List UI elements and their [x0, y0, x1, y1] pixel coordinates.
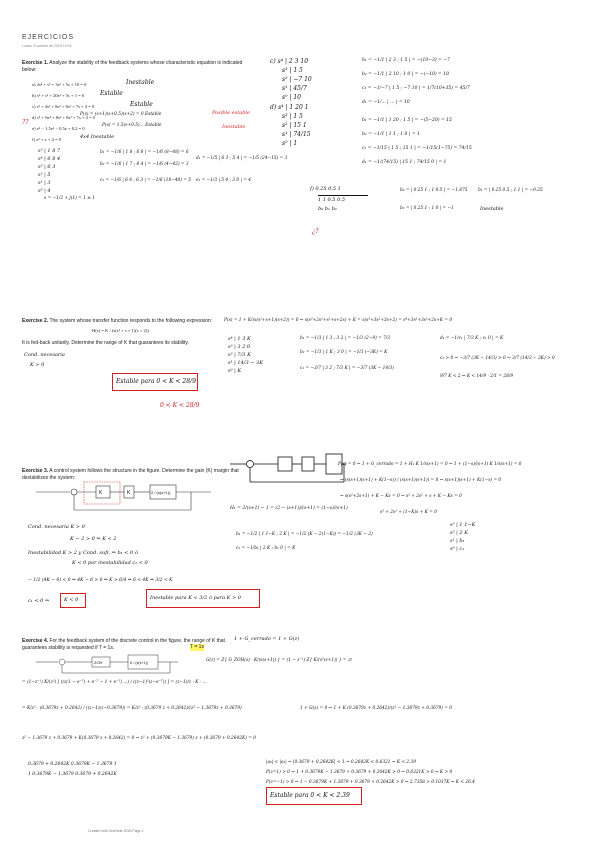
hw-ex2-red-result: 0 < K < 28/9 [160, 402, 200, 409]
hw-table-d-row5: s⁰ | 1 [282, 140, 298, 147]
hw-table-f-row3: b₀ b₁ b₂ [318, 206, 337, 212]
exercise-1-item-b: b) s³ + s² + 20s² + 5s + 1 = 0 [32, 93, 85, 98]
exercise-1-item-d: d) s⁵ + 6s⁴ + 8s³ + 8s² + 7s + 4 = 0 [32, 115, 95, 120]
hw-table-c-row1: c) s⁴ | 2 3 10 [270, 58, 309, 65]
hw-table-c-row5: s⁰ | 10 [282, 94, 301, 101]
hw-routh-row-s3: s³ | 6 3 [38, 164, 56, 170]
hw-ex3-result: Inestable para K < 3/2 ó para K > 0 [150, 595, 241, 601]
hw-routh-row-s4: s⁴ | 6 8 4 [38, 156, 61, 162]
hw-ex2-table-3: s² | 7/3 K [228, 352, 251, 358]
hw-table-c-row2: s³ | 1 5 [282, 67, 303, 74]
hw-ex4-line-4: z² − 1.3679 z + 0.3679 + K(0.3679 z + 0.2642) = 0 ⇒ z² + (0.3679K − 1.3679) z + (0.3679 + 0.2642K) = 0 [22, 736, 256, 741]
exercise-2-text-2: It is fed-back unitarily. Determine the range of K that guarantees its stability. [22, 340, 189, 346]
hw-ex2-table-1: s⁴ | 1 3 K [228, 336, 251, 342]
exercise-2-formula: H(s) = K / (s(s² + s + 1)(s + 2)) [92, 328, 149, 333]
hw-ex4-table-1: 0.3679 + 0.2642K 0.3679K − 1.3679 1 [28, 762, 117, 767]
hw-ex3-p3: ⇒ s(s²+2s+1) + K − Ks = 0 ⇒ s³ + 2s² + s + K − Ks = 0 [340, 494, 462, 499]
hw-table-f-calc-1: b₀ = | 0.25 1 ; 1 0.5 | = −1.875 [400, 188, 468, 193]
hw-ex4-line-3: 1 + G(z) = 0 ⇒ 1 + K (0.3679z + 0.2642)/(z² − 1.3679z + 0.3679) = 0 [300, 706, 453, 711]
exercise-3-label: Exercise 3. [22, 468, 49, 474]
hw-ex4-line-1: = (1−z⁻¹) K/(z²) [ ((z(1 − e⁻ᵀ) + e⁻ᵀ − 1 + e⁻ᵀ) ...) / ((z−1)²(z−e⁻ᵀ)) ] = (z−1)/z · K · ... [22, 680, 207, 685]
exercise-3-text: A control system follows the structure in the figure. Determine the gain (K) margin that destabilizes the system: [22, 468, 239, 481]
exercise-1-heading [22, 60, 252, 73]
exercise-3-hw-diagram [226, 452, 346, 488]
hw-calc-s1: s = −1/2 + j(1) = 1 ± 1 [44, 196, 95, 201]
hw-table-c-row4: s¹ | 45/7 [282, 85, 307, 92]
exercise-2-label: Exercise 2. [22, 318, 49, 324]
hw-table-f-result: Inestable [480, 206, 504, 212]
hw-answer-d-note: Posible estable [212, 110, 250, 116]
hw-table-f-row1: f) 0.25 0.5 1 [310, 186, 341, 192]
hw-ex2-calc-b1: b₁ = −1/3 | 1 3 ; 3 2 | = −1/3 (2−9) = 7/3 [300, 336, 391, 341]
exercise-1-item-e: e) z³ − 1.5z² − 0.5z + 0.2 = 0 [32, 126, 85, 131]
hw-table-f-rule [318, 195, 368, 196]
hw-ex3-eq: − 1/2 (4K − 6) < 0 ⇒ 4K − 6 > 0 ⇒ K > 6/4 ⇒ 6 < 4K ⇒ 3/2 < K [28, 578, 173, 583]
hw-table-f-calc-3: b₂ = | 0.25 1 ; 1 0 | = −1 [400, 206, 454, 211]
hw-ex3-p2: ⇒ (s(s+1)(s+1) + K(1−s)) / (s(s+1)(s+1)) = 0 ⇒ s(s+1)(s+1) + K(1−s) = 0 [340, 478, 502, 483]
hw-calc-b2: b₂ = −1/6 | 1 7 ; 6 4 | = −1/6 (4−42) = 3 [100, 162, 189, 167]
hw-ex2-table-2: s³ | 3 2 0 [228, 344, 251, 350]
hw-table-f-row2: 1 1 0.5 0.5 [318, 197, 346, 203]
hw-ex2-poly: P(s) = 1 + K/(s(s²+s+1)(s+2)) = 0 ⇒ s(s³+2s²+s²+s+2s) + K = s(s³+3s²+3s+2) = s⁴+3s³+3s²+2s+K = 0 [224, 318, 453, 323]
hw-right-calc-6: b₂ = −1/1 | 1 1 ; 1 0 | = 1 [362, 132, 420, 137]
hw-ex2-calc-b2: b₂ = −1/3 | 1 K ; 3 0 | = −1/3 (−3K) = K [300, 350, 388, 355]
exercise-3-block-diagram [26, 480, 226, 516]
exercise-1-label: Exercise 1. [22, 60, 49, 66]
hw-ex3-h1: H₁ = 2/(s+1) − 1 = (2 − (s+1))/(s+1) = (1−s)/(s+1) [230, 506, 348, 511]
page-subtitle: Lunes, 8 octubre de 2018 19:18 [22, 44, 72, 48]
hw-calc-d1: d₁ = −1/5 | 6 3 ; 5 4 | = −1/5 (24−15) = 3 [196, 156, 288, 161]
hw-ex3-table-2: s² | 2 K [450, 530, 468, 536]
exercise-1-item-c: c) s³ + 4s² + 8s³ + 8s² + 7s + 4 = 0 [32, 104, 95, 109]
hw-ex3-c1b: c₁ = −1/b₁ | 2 K ; b₁ 0 | = K [236, 546, 296, 551]
hw-ex3-c1: c₁ < 0 ⇒ [28, 598, 50, 604]
hw-ex3-cond-2: K − 2 > 0 ⇒ K < 2 [70, 536, 117, 542]
hw-right-calc-7: c₁ = −1/15 | 1 5 ; 15 1 | = −1/15(1−75) = 74/15 [362, 146, 472, 151]
hw-ex3-table-1: s³ | 1 1−K [450, 522, 476, 528]
hw-right-calc-4: d₁ = −1/... | ... | = 10 [362, 100, 410, 105]
hw-question-marks: ?? [22, 119, 29, 126]
hw-ex2-calc-d1: d₁ = −1/c₁ | 7/3 K ; c₁ 0 | = K [440, 336, 504, 341]
hw-ex4-line-2: = K/z² · (0.3679z + 0.2642) / ((z−1)(z−0.3679)) = K/z² · (0.3679 z + 0.2642)/(z² − 1.3679z + 0.3679) [22, 706, 242, 711]
hw-ex4-cond-3: P(z=−1) > 0 ⇒ 1 − 0.3679K + 1.3679 + 0.3679 + 0.2642K > 0 ⇒ 2.7358 > 0.1037K ⇒ K < 26.4 [266, 780, 475, 785]
exercise-4-block-zoh: ZOH [94, 660, 103, 665]
hw-answer-d: P(s) = (s+1)(s+0.5)(s+2) = 0 Estable [80, 112, 162, 117]
exercise-4-block-diagram [32, 652, 182, 676]
hw-ex2-result: Estable para 0 < K < 28/9 [116, 378, 196, 385]
hw-right-calc-3: c₁ = −1/−7 | 1 5 ; −7 10 | = 1/7(10+35) = 45/7 [362, 86, 470, 91]
hw-right-calc-1: b₁ = −1/1 | 2 3 ; 1 5 | = −(10−3) = −7 [362, 58, 450, 63]
hw-table-d-row4: s¹ | 74/15 [282, 131, 311, 138]
hw-ex3-b1: b₁ = −1/2 | 1 1−K ; 2 K | = −1/2 (K − 2(1−K)) = −1/2 (3K − 2) [236, 532, 373, 537]
hw-ex3-table-4: s⁰ | c₁ [450, 546, 465, 552]
hw-right-calc-8: d₁ = −1/(74/15) | 15 1 ; 74/15 0 | = 1 [362, 160, 447, 165]
hw-answer-a: Inestable [126, 79, 155, 86]
exercise-1-item-f: f) z³ + z + 4 = 0 [32, 137, 61, 142]
hw-answer-f2: Inestable [222, 124, 246, 130]
hw-routh-row-s0: s⁰ | 4 [38, 188, 51, 194]
hw-ex3-cond: Cond. necesaria K > 0 [28, 524, 85, 530]
hw-ex4-table-2: 1 0.3679K − 1.3679 0.3679 + 0.2642K [28, 772, 117, 777]
hw-ex3-p: P(s) = 0 ⇒ 1 + G_cerrado = 1 + H₁ K 1/s(s+1) = 0 ⇒ 1 + (1−s)/(s+1) K 1/s(s+1) = 0 [338, 462, 522, 467]
exercise-2-heading [22, 318, 232, 325]
hw-ex4-cond-1: |a₀| < |a₂| ⇒ |0.3679 + 0.2642K| < 1 ⇒ 0.2642K < 0.6321 ⇒ K < 2.39 [266, 760, 416, 765]
hw-ex4-gz: G(z) = Z{ G_ZOH(s) · K/(s(s+1)) } = (1 − z⁻¹) Z{ K/(s²(s+1)) } = ∅ [206, 658, 352, 663]
hw-table-f-label: ¿? [312, 228, 319, 235]
hw-right-calc-2: b₂ = −1/1 | 2 10 ; 1 0 | = −(−10) = 10 [362, 72, 449, 77]
hw-answer-e: P(s) = 1.5(s+0.5)... Estable [102, 123, 162, 128]
hw-ex3-kbox: K < 0 [64, 597, 79, 603]
exercise-1-item-a: a) 2s⁴ + s³ + 3s² + 5s + 10 = 0 [32, 82, 87, 87]
exercise-1-text: Analyze the stability of the feedback systems whose characteristic equation is indicated below: [22, 60, 243, 73]
hw-answer-b: Estable [100, 90, 123, 97]
exercise-4-text: For the feedback system of the discrete control in the figure, the range of K that guarantees stability is requested if T = 1s. [22, 638, 225, 651]
hw-table-d-row2: s³ | 1 5 [282, 113, 303, 120]
hw-ex3-table-3: s¹ | b₁ [450, 538, 465, 544]
hw-answer-c: Estable [130, 101, 153, 108]
hw-routh-row-s5: s⁵ | 1 8 7 [38, 148, 61, 154]
hw-answer-f: 4x4 Inestable [80, 134, 115, 140]
page-title: EJERCICIOS [22, 34, 75, 41]
page-footer: Created with OneNote 2016 Page 1 [88, 829, 144, 833]
hw-ex2-calc-c1: c₁ = −3/7 | 3 2 ; 7/3 K | = −3/7 (3K − 14/3) [300, 366, 394, 371]
hw-routh-row-s1: s¹ | 3 [38, 180, 51, 186]
hw-ex3-inest: Inestabilidad K > 2 y Cond. sufi. ⇒ b₁ < 0 ó [28, 550, 138, 556]
hw-ex2-table-5: s⁰ | K [228, 368, 242, 374]
hw-ex4-result: Estable para 0 < K < 2.39 [270, 792, 350, 799]
hw-ex2-cond-3: 9/7 K < 2 ⇒ K < 14/9 · 2/1 = 28/9 [440, 374, 514, 379]
hw-right-calc-5: b₁ = −1/1 | 1 20 ; 1 5 | = −(5−20) = 15 [362, 118, 452, 123]
hw-calc-e1: e₁ = −1/3 | 5 4 ; 3 0 | = 4 [196, 178, 252, 183]
hw-table-f-calc-2: b₁ = | 0.25 0.5 ; 1 1 | = −0.25 [478, 188, 543, 193]
hw-ex2-k: K > 0 [30, 362, 45, 368]
exercise-4-block-plant: K / (s(s+1)) [130, 661, 148, 665]
hw-ex4-cond-2: P(z=1) > 0 ⇒ 1 + 0.3679K − 1.3679 + 0.3679 + 0.2642K > 0 ⇒ 0.6321K > 0 ⇒ K > 0 [266, 770, 453, 775]
hw-ex3-p4: s³ + 2s² + (1−K)s + K = 0 [380, 510, 437, 515]
hw-ex2-table-4: s¹ | 14/3 − 3K [228, 360, 263, 366]
hw-calc-c1: c₁ = −1/6 | 6 8 ; 6 3 | = −1/6 (18−48) = 5 [100, 178, 191, 183]
hw-calc-b1: b₁ = −1/6 | 1 8 ; 6 8 | = −1/6 (8−48) = 6 [100, 150, 189, 155]
exercise-4-highlight: T = 1s [190, 644, 204, 650]
hw-ex3-inest-2: K < 0 por inestabilidad c₁ < 0 [72, 560, 148, 566]
exercise-4-label: Exercise 4. [22, 638, 49, 644]
exercise-3-block-h1: K [99, 490, 103, 496]
exercise-2-text: The system whose transfer function responds to the following expression: [49, 318, 213, 324]
hw-table-d-row3: s² | 15 1 [282, 122, 307, 129]
hw-table-c-row3: s² | −7 10 [282, 76, 312, 83]
exercise-3-block-plant: 2 / (s(s+1)) [151, 490, 171, 495]
exercise-3-block-k: K [127, 490, 131, 496]
hw-ex2-cond-2: c₁ > 0 ⇒ −3/7 (3K − 14/3) > 0 ⇒ 3/7 (14/3 − 3K) > 0 [440, 356, 555, 361]
hw-table-d-row1: d) s⁴ | 1 20 1 [270, 104, 309, 111]
hw-routh-row-s2: s² | 5 [38, 172, 51, 178]
hw-ex4-g: 1 + G_cerrado = 1 + G(z) [234, 636, 300, 642]
hw-ex2-cond: Cond. necesaria [24, 352, 65, 358]
